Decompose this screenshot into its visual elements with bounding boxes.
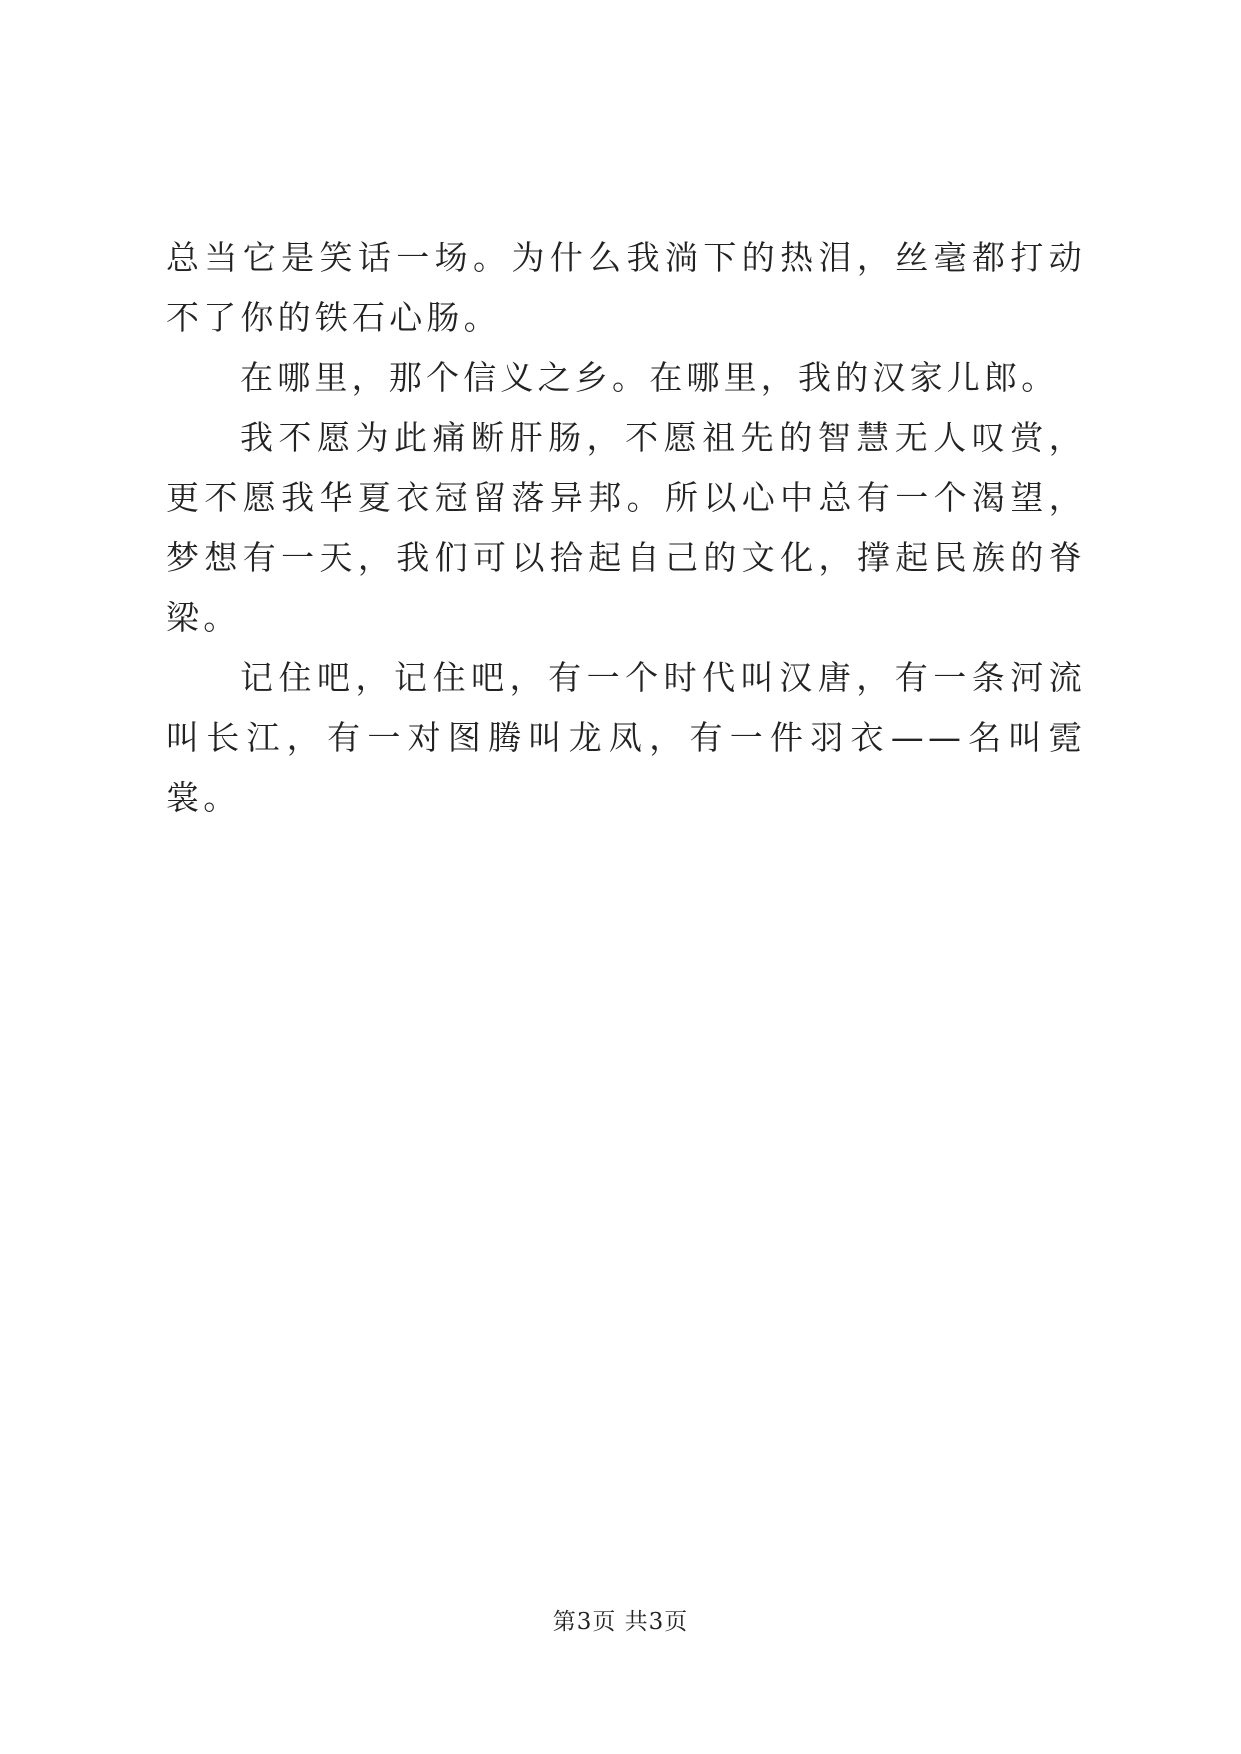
paragraph-where: 在哪里，那个信义之乡。在哪里，我的汉家儿郎。 (240, 358, 1059, 397)
paragraph-remember: 记住吧，记住吧，有一个时代叫汉唐，有一条河流叫长江，有一对图腾叫龙凤，有一件羽衣——名叫霓裳。 (166, 658, 1086, 817)
document-body (166, 228, 1086, 828)
page-number-footer: 第3页 共3页 (552, 1609, 689, 1635)
paragraph-continuation: 总当它是笑话一场。为什么我淌下的热泪，丝毫都打动不了你的铁石心肠。 (166, 238, 1086, 337)
paragraph-unwilling: 我不愿为此痛断肝肠，不愿祖先的智慧无人叹赏，更不愿我华夏衣冠留落异邦。所以心中总有一个渴望，梦想有一天，我们可以拾起自己的文化，撑起民族的脊梁。 (166, 418, 1086, 637)
